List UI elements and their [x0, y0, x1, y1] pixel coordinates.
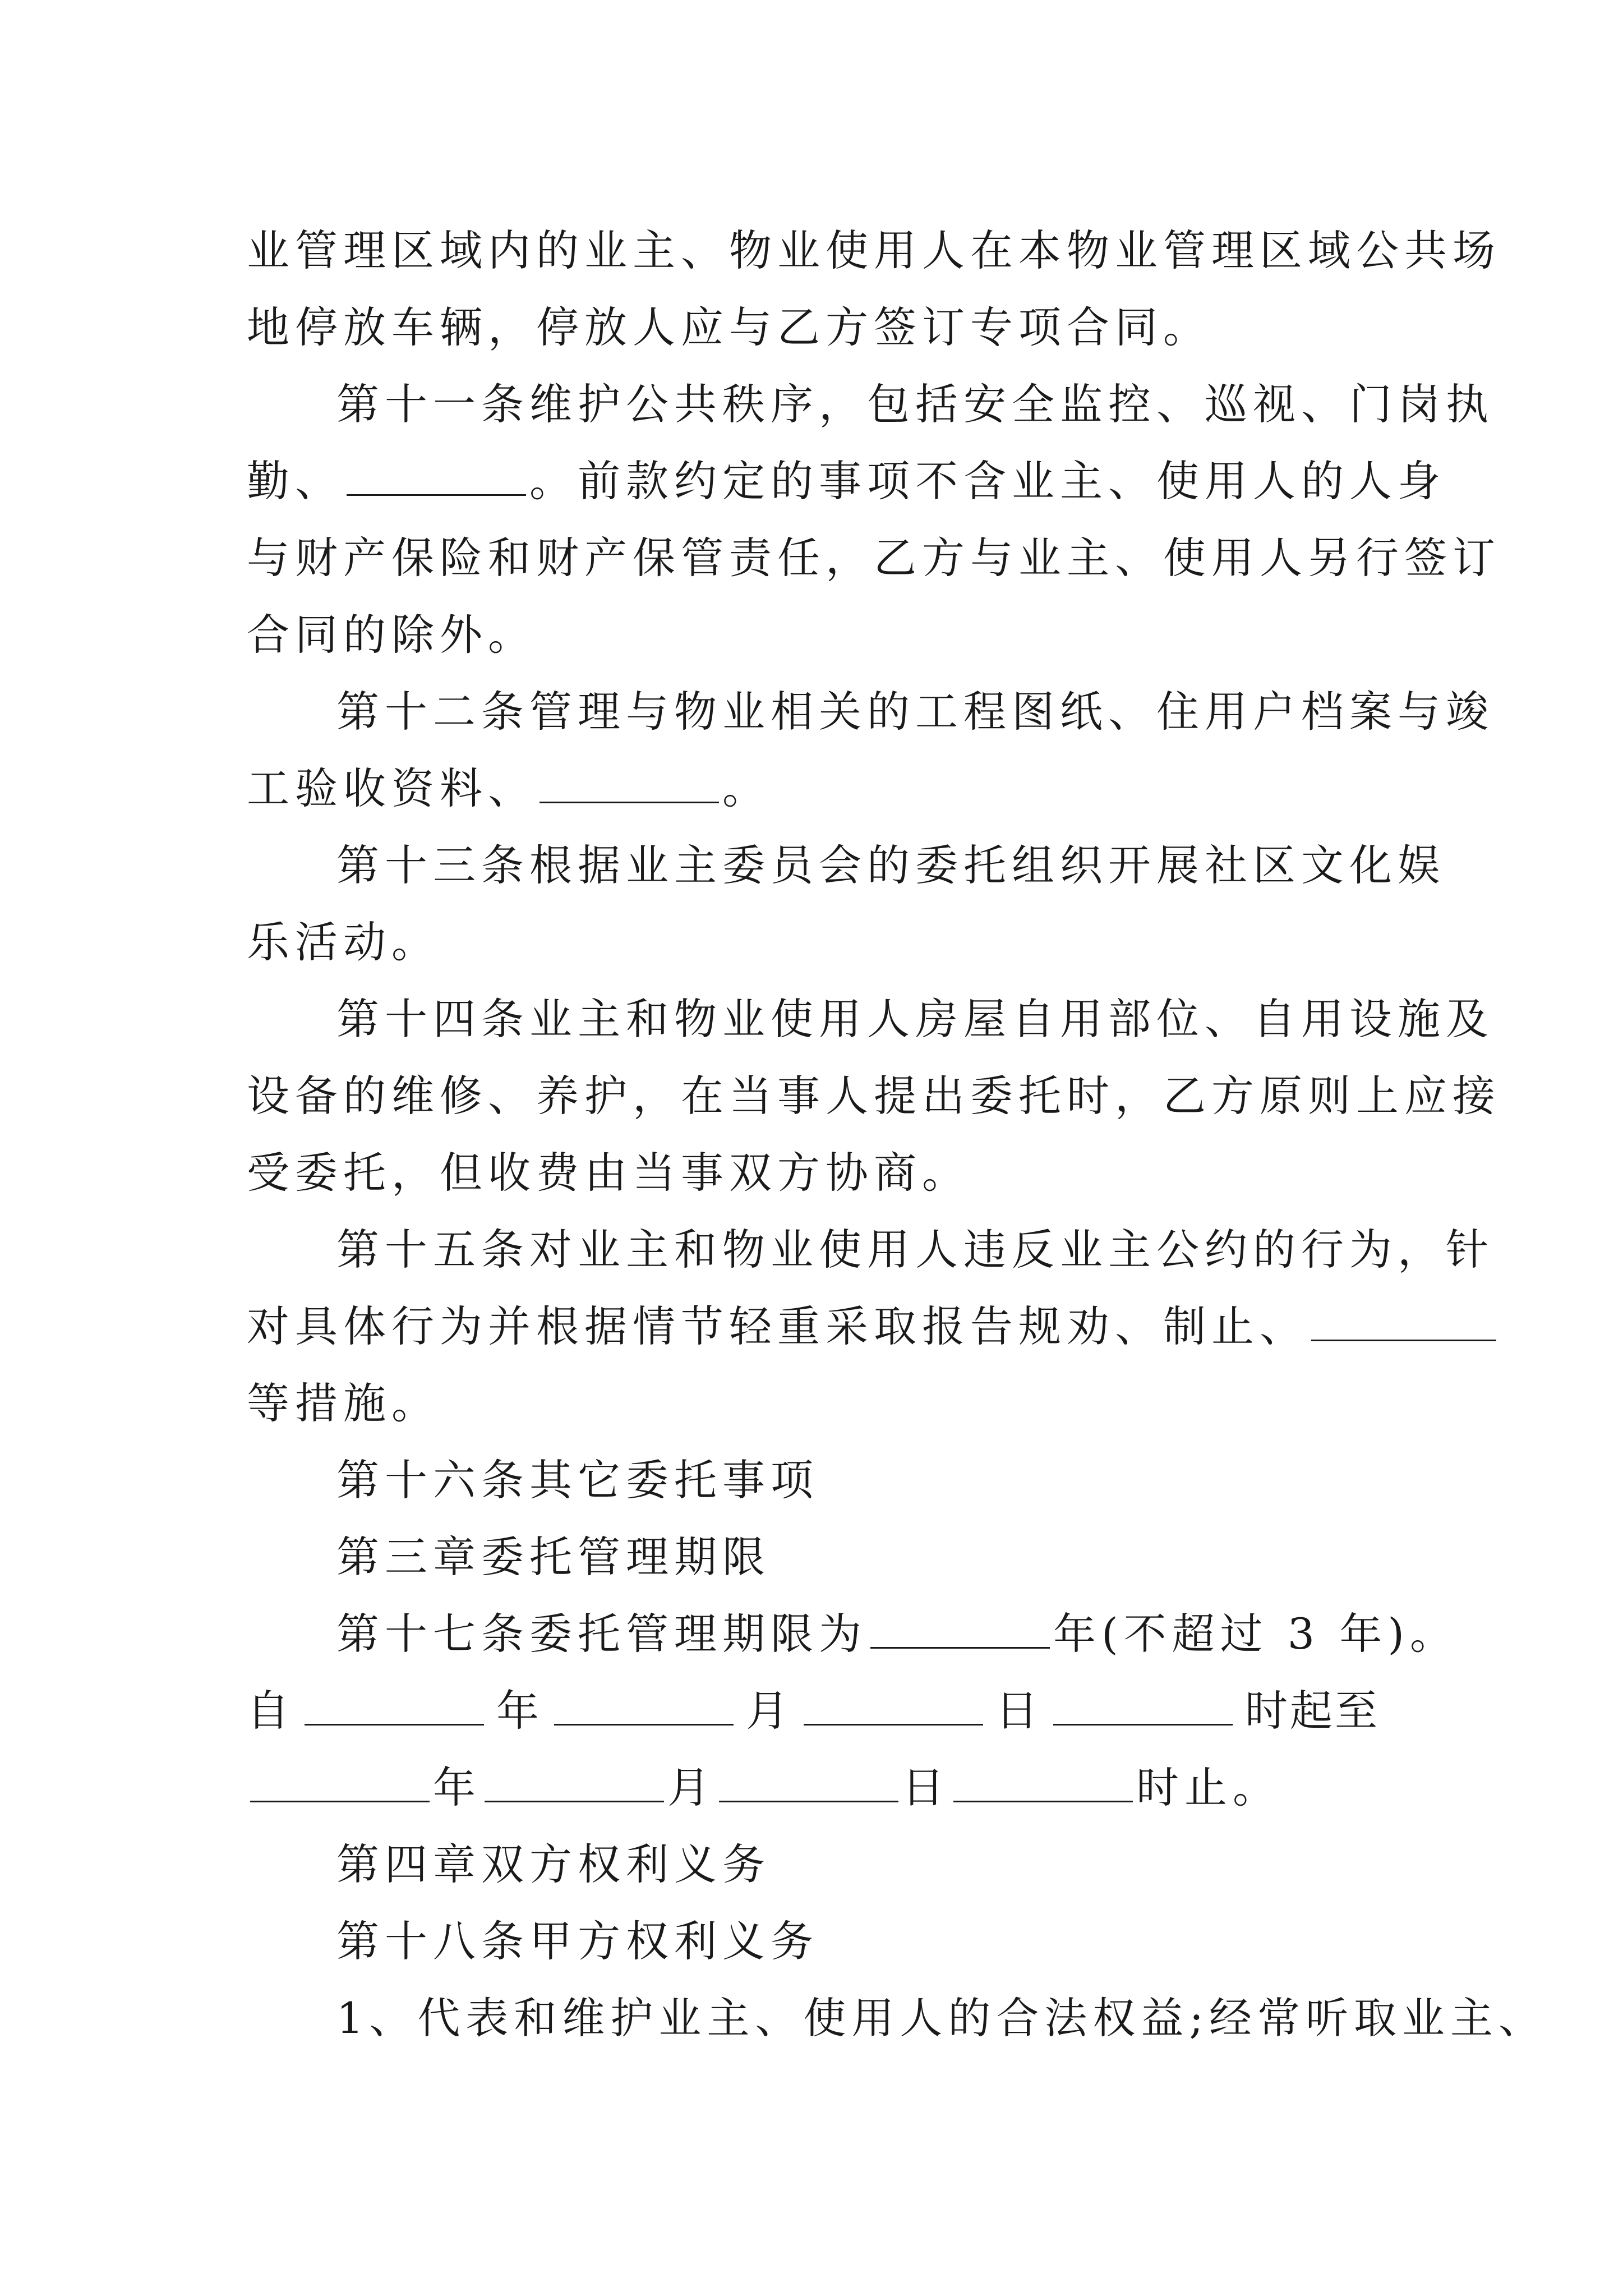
clause-13: 第十三条根据业主委员会的委托组织开展社区文化娱 [336, 840, 1446, 890]
end-month-blank[interactable] [485, 1760, 664, 1802]
text-line: 业管理区域内的业主、物业使用人在本物业管理区域公共场 [247, 226, 1501, 275]
text-line: 受委托，但收费由当事双方协商。 [247, 1148, 970, 1198]
start-year-blank[interactable] [305, 1683, 484, 1726]
clause-12: 第十二条管理与物业相关的工程图纸、住用户档案与竣 [336, 687, 1494, 737]
text-segment: 日 [995, 1686, 1040, 1736]
term-end-line [247, 1749, 1380, 1826]
text-segment: 年 [433, 1763, 481, 1812]
clause-15: 第十五条对业主和物业使用人违反业主公约的行为，针 [336, 1225, 1494, 1274]
text-line: 与财产保险和财产保管责任，乙方与业主、使用人另行签订 [247, 533, 1501, 583]
clause-14: 第十四条业主和物业使用人房屋自用部位、自用设施及 [336, 994, 1494, 1044]
clause-16: 第十六条其它委托事项 [336, 1455, 819, 1505]
text-line: 地停放车辆，停放人应与乙方签订专项合同。 [247, 302, 1211, 352]
text-line [247, 1288, 1380, 1365]
end-day-blank[interactable] [719, 1760, 898, 1802]
list-item: 1、代表和维护业主、使用人的合法权益;经常听取业主、 [336, 1993, 1547, 2043]
end-hour-blank[interactable] [953, 1760, 1133, 1802]
clause-11: 第十一条维护公共秩序，包括安全监控、巡视、门岗执 [336, 379, 1494, 429]
text-line: 合同的除外。 [247, 610, 536, 660]
fill-in-blank[interactable] [1311, 1299, 1496, 1341]
text-segment: 第十七条委托管理期限为 [336, 1609, 867, 1659]
chapter-3-heading: 第三章委托管理期限 [336, 1532, 771, 1582]
term-start-line [247, 1672, 1380, 1749]
text-segment: 年(不超过 3 年)。 [1053, 1609, 1458, 1659]
text-segment: 月 [667, 1763, 716, 1812]
text-segment: 自 [247, 1686, 292, 1736]
text-segment: 时起至 [1245, 1686, 1380, 1736]
text-segment: 年 [496, 1686, 541, 1736]
start-day-blank[interactable] [804, 1683, 983, 1726]
text-segment: 工验收资料、 [247, 763, 536, 813]
start-month-blank[interactable] [554, 1683, 734, 1726]
term-years-blank[interactable] [870, 1607, 1050, 1649]
end-year-blank[interactable] [250, 1760, 430, 1802]
text-segment: 日 [902, 1763, 950, 1812]
start-hour-blank[interactable] [1053, 1683, 1233, 1726]
text-segment: 对具体行为并根据情节轻重采取报告规劝、制止、 [247, 1301, 1308, 1351]
text-line: 设备的维修、养护，在当事人提出委托时，乙方原则上应接 [247, 1071, 1501, 1121]
contract-body [247, 212, 1547, 2056]
text-segment: 。 [722, 763, 771, 813]
clause-17 [247, 1595, 1458, 1672]
fill-in-blank[interactable] [540, 761, 719, 803]
text-line [247, 750, 1380, 827]
chapter-4-heading: 第四章双方权利义务 [336, 1839, 771, 1889]
text-line: 乐活动。 [247, 917, 440, 967]
text-line: 等措施。 [247, 1378, 440, 1428]
text-segment: 时止。 [1136, 1763, 1281, 1812]
text-segment: 。前款约定的事项不含业主、使用人的人身 [529, 456, 1446, 506]
text-line [247, 443, 1446, 519]
clause-18: 第十八条甲方权利义务 [336, 1916, 819, 1966]
text-segment: 勤、 [247, 456, 343, 506]
text-segment: 月 [746, 1686, 791, 1736]
fill-in-blank[interactable] [347, 454, 526, 496]
